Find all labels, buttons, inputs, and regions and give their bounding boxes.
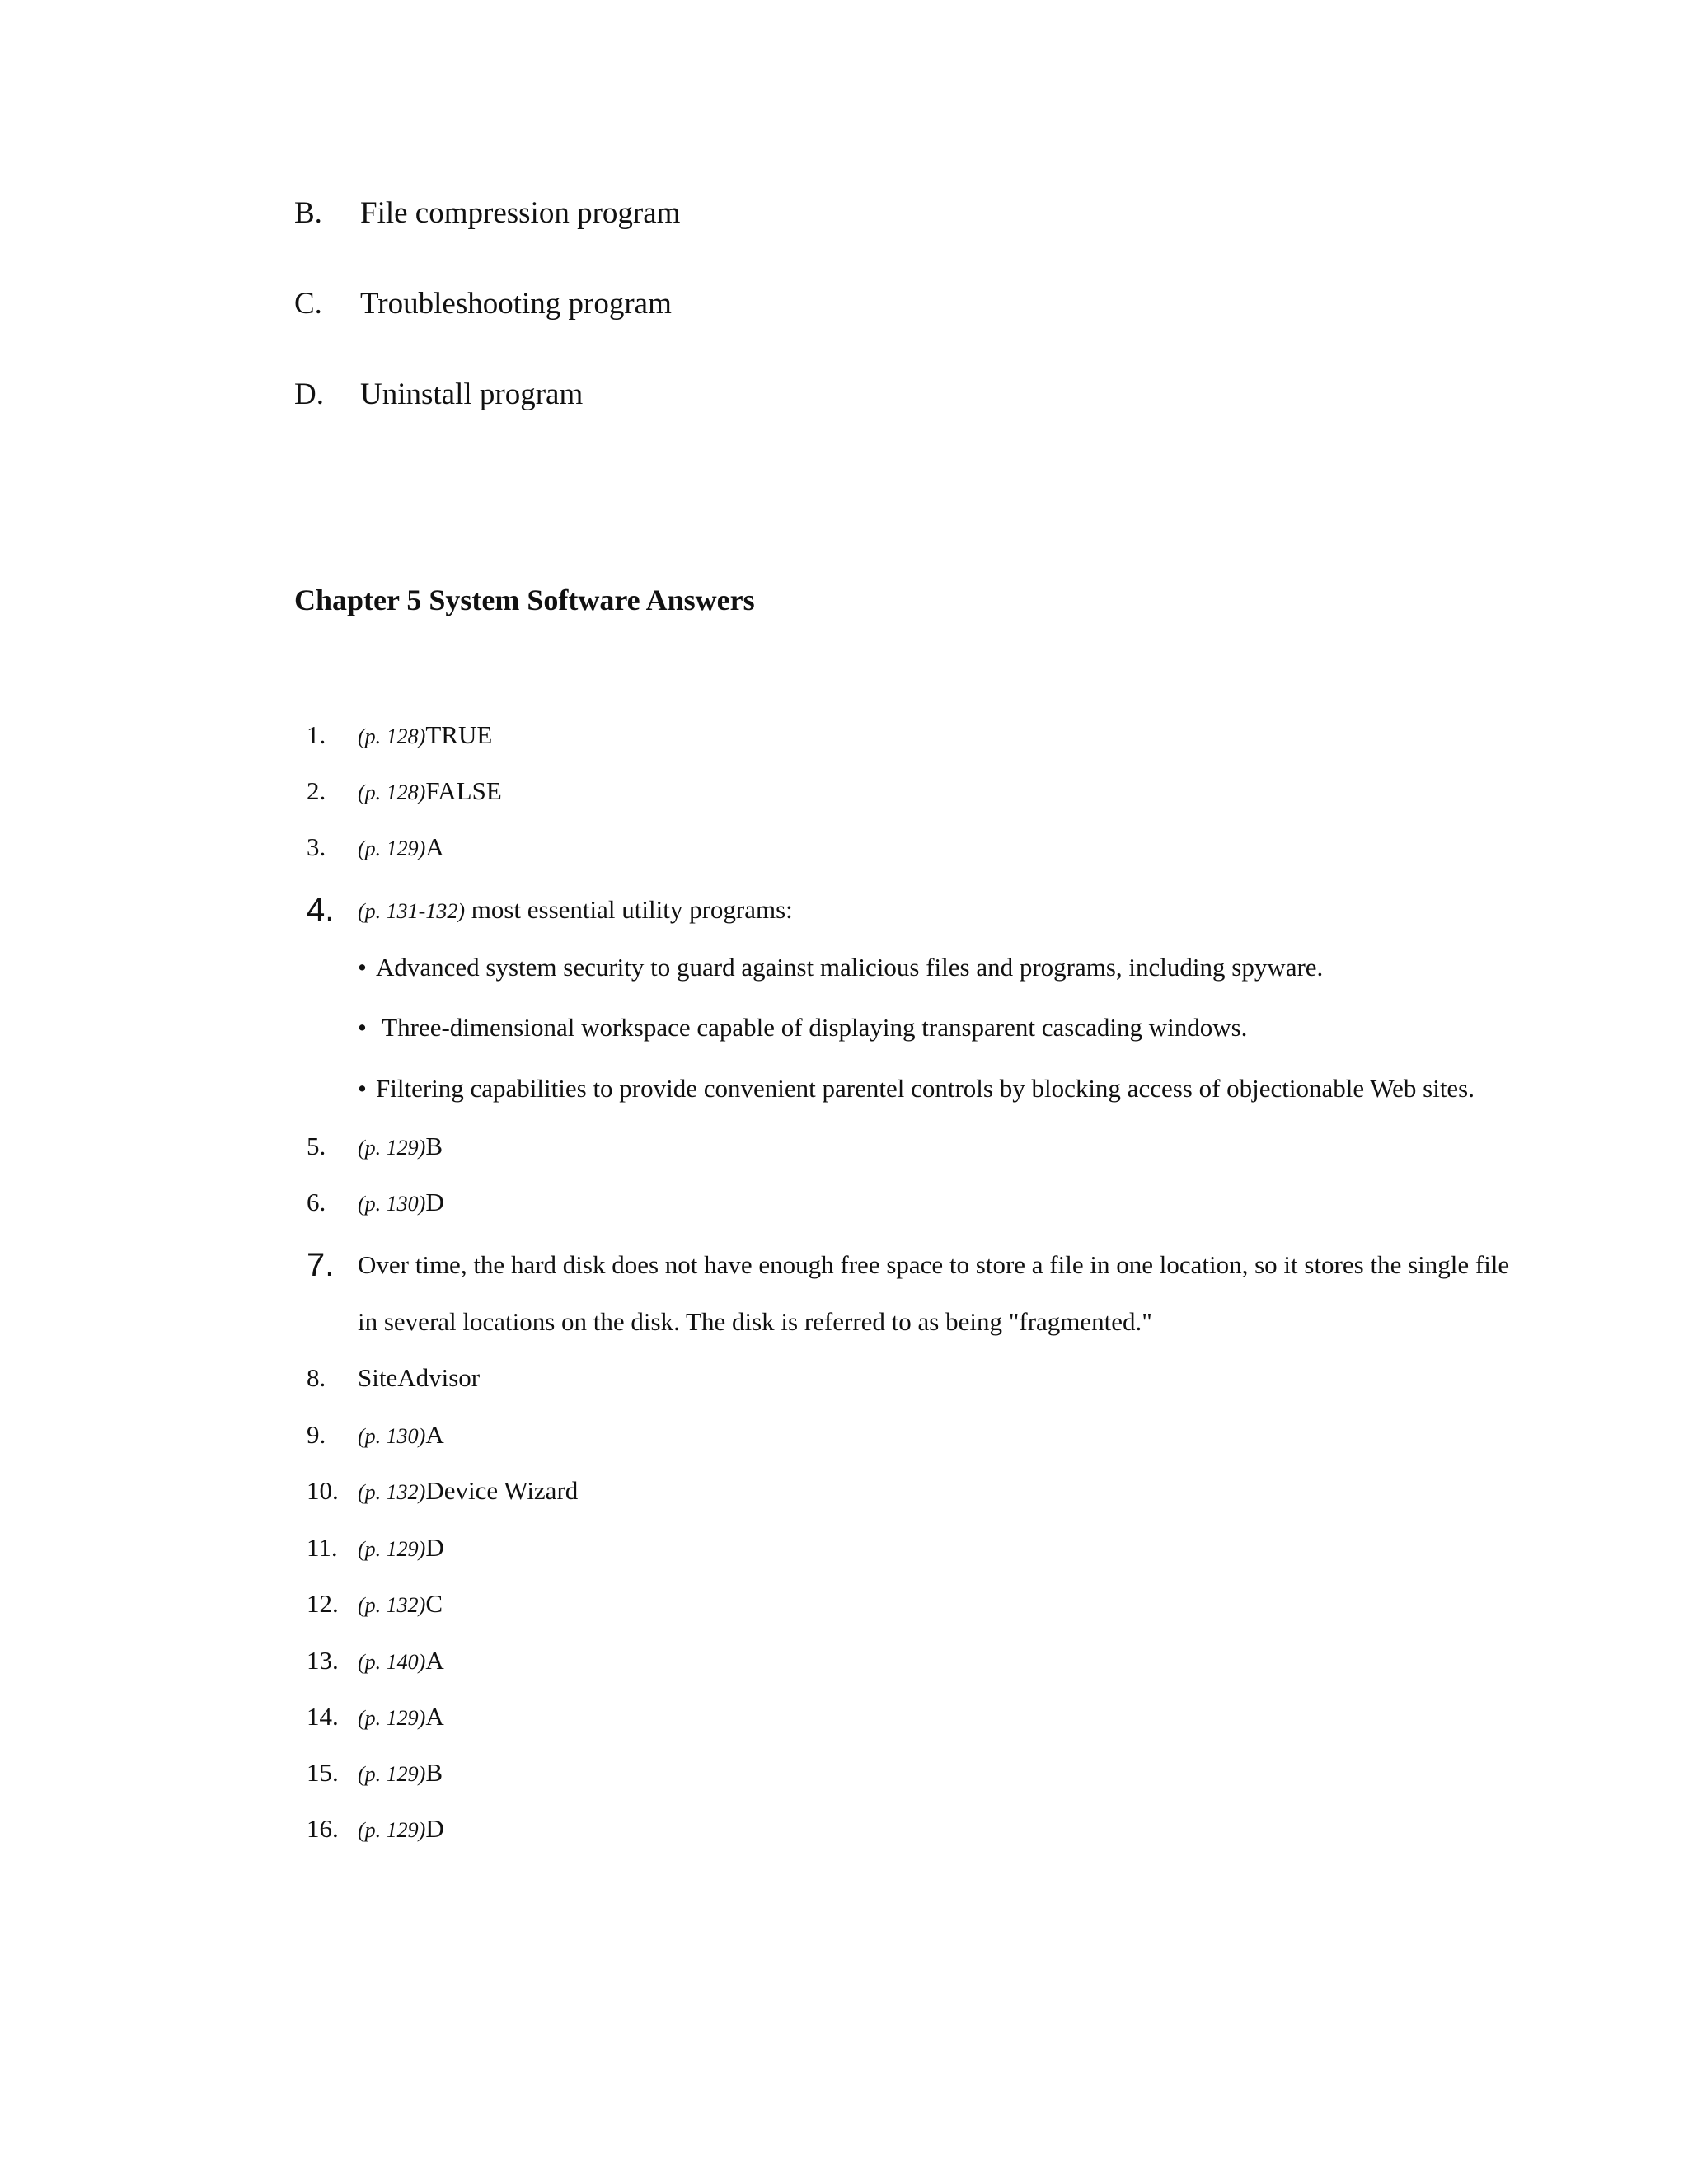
answer-number: 4. bbox=[307, 892, 335, 928]
bullet-item bbox=[0, 1071, 1688, 1107]
answer-continuation bbox=[0, 1304, 1688, 1340]
answer-number: 6. bbox=[307, 1188, 326, 1216]
answer-item bbox=[0, 1755, 1688, 1791]
answer-number: 16. bbox=[307, 1814, 339, 1843]
option-c bbox=[294, 286, 672, 322]
page-reference: (p. 129) bbox=[358, 837, 426, 860]
bullet-text: Three-dimensional workspace capable of displaying transparent cascading windows. bbox=[376, 1013, 1248, 1042]
answer-text: A bbox=[425, 1646, 444, 1675]
answer-text: D bbox=[425, 1533, 444, 1562]
bullet-item bbox=[0, 1010, 1688, 1046]
page-reference: (p. 132) bbox=[358, 1593, 426, 1617]
chapter-heading: Chapter 5 System Software Answers bbox=[294, 583, 755, 616]
answer-text: B bbox=[425, 1758, 443, 1787]
answer-text: FALSE bbox=[425, 776, 502, 805]
answer-item bbox=[0, 892, 1688, 928]
answer-item bbox=[0, 1643, 1688, 1679]
option-d bbox=[294, 377, 583, 413]
answer-text: A bbox=[425, 1420, 444, 1449]
answer-item bbox=[0, 1699, 1688, 1735]
option-text: Uninstall program bbox=[360, 377, 584, 411]
answer-number: 5. bbox=[307, 1132, 326, 1160]
answer-text: A bbox=[425, 832, 444, 861]
page-reference: (p. 128) bbox=[358, 724, 426, 748]
answer-text: Over time, the hard disk does not have enough free space to store a file in one location, so it stores the single file bbox=[358, 1250, 1510, 1279]
answer-item bbox=[0, 773, 1688, 809]
answer-text: D bbox=[425, 1188, 444, 1216]
option-letter: D. bbox=[294, 377, 324, 411]
answer-text: B bbox=[425, 1132, 443, 1160]
option-text: File compression program bbox=[360, 196, 681, 230]
answer-number: 13. bbox=[307, 1646, 339, 1675]
answer-number: 8. bbox=[307, 1363, 326, 1392]
bullet-marker: • bbox=[358, 1074, 367, 1103]
option-b bbox=[294, 195, 680, 232]
answer-text: most essential utility programs: bbox=[464, 895, 793, 924]
page-reference: (p. 131-132) bbox=[358, 899, 465, 923]
page-reference: (p. 130) bbox=[358, 1424, 426, 1448]
answer-number: 2. bbox=[307, 776, 326, 805]
answer-number: 12. bbox=[307, 1589, 339, 1618]
option-letter: B. bbox=[294, 196, 322, 230]
bullet-text: Advanced system security to guard against malicious files and programs, including spyware. bbox=[376, 953, 1324, 982]
answer-number: 3. bbox=[307, 832, 326, 861]
page-reference: (p. 132) bbox=[358, 1480, 426, 1504]
answer-item bbox=[0, 1417, 1688, 1453]
bullet-marker: • bbox=[358, 1013, 367, 1042]
page-reference: (p. 128) bbox=[358, 780, 426, 804]
answer-number: 14. bbox=[307, 1702, 339, 1731]
page-reference: (p. 129) bbox=[358, 1136, 426, 1160]
answer-item bbox=[0, 1586, 1688, 1622]
page-reference: (p. 129) bbox=[358, 1706, 426, 1730]
answer-text: in several locations on the disk. The disk is referred to as being "fragmented." bbox=[358, 1307, 1152, 1336]
answer-item bbox=[0, 1247, 1688, 1283]
option-letter: C. bbox=[294, 287, 322, 321]
answer-item bbox=[0, 829, 1688, 865]
answer-text: TRUE bbox=[425, 720, 493, 749]
answer-item bbox=[0, 1128, 1688, 1165]
answer-number: 10. bbox=[307, 1476, 339, 1505]
answer-number: 15. bbox=[307, 1758, 339, 1787]
answer-text: D bbox=[425, 1814, 444, 1843]
answer-item bbox=[0, 1811, 1688, 1847]
answer-text: Device Wizard bbox=[425, 1476, 579, 1505]
page-reference: (p. 129) bbox=[358, 1762, 426, 1786]
answer-number: 1. bbox=[307, 720, 326, 749]
answer-text: SiteAdvisor bbox=[358, 1363, 481, 1392]
bullet-marker: • bbox=[358, 953, 367, 982]
answer-item bbox=[0, 1530, 1688, 1566]
answer-item bbox=[0, 1473, 1688, 1509]
answer-text: C bbox=[425, 1589, 443, 1618]
page-reference: (p. 130) bbox=[358, 1192, 426, 1216]
answer-item bbox=[0, 1360, 1688, 1396]
page-reference: (p. 140) bbox=[358, 1650, 426, 1674]
answer-text: A bbox=[425, 1702, 444, 1731]
answer-item bbox=[0, 717, 1688, 753]
bullet-text: Filtering capabilities to provide convenient parentel controls by blocking access of objectionable Web sites. bbox=[376, 1074, 1475, 1103]
page-reference: (p. 129) bbox=[358, 1537, 426, 1561]
bullet-item bbox=[0, 949, 1688, 986]
answer-number: 7. bbox=[307, 1247, 335, 1283]
answer-number: 11. bbox=[307, 1533, 338, 1562]
answer-number: 9. bbox=[307, 1420, 326, 1449]
answer-item bbox=[0, 1184, 1688, 1221]
page-reference: (p. 129) bbox=[358, 1818, 426, 1842]
option-text: Troubleshooting program bbox=[360, 287, 672, 321]
